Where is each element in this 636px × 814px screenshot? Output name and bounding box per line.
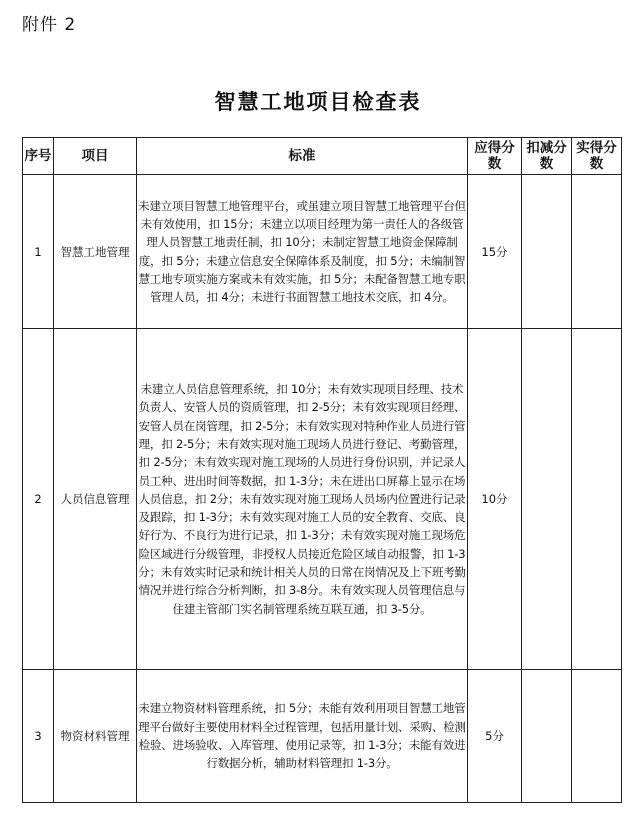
row-actual-score[interactable] xyxy=(572,670,622,803)
row-item: 智慧工地管理 xyxy=(54,175,137,329)
row-no: 1 xyxy=(23,175,54,329)
row-no: 3 xyxy=(23,670,54,803)
row-actual-score[interactable] xyxy=(572,329,622,670)
row-no: 2 xyxy=(23,329,54,670)
table-row xyxy=(23,175,622,329)
header-standard: 标准 xyxy=(137,138,468,175)
row-standard: 未建立项目智慧工地管理平台，或虽建立项目智慧工地管理平台但未有效使用，扣 15分；未建立以项目经理为第一责任人的各级管理人员智慧工地责任制，扣 10分；未制定智慧工地资金保障制度，扣 5分；未建立信息安全保障体系及制度，扣 5分；未编制智慧工地专项实施方案或未有效实施，扣 5分；未配备智慧工地专职管理人员，扣 4分；未进行书面智慧工地技术交底，扣 4分。 xyxy=(137,175,468,329)
header-actual-score: 实得分数 xyxy=(572,138,622,175)
row-actual-score[interactable] xyxy=(572,175,622,329)
inspection-table xyxy=(22,137,622,803)
row-deducted-score[interactable] xyxy=(522,175,572,329)
row-due-score: 10分 xyxy=(468,329,522,670)
row-deducted-score[interactable] xyxy=(522,670,572,803)
header-item: 项目 xyxy=(54,138,137,175)
row-item: 物资材料管理 xyxy=(54,670,137,803)
header-no: 序号 xyxy=(23,138,54,175)
row-deducted-score[interactable] xyxy=(522,329,572,670)
attachment-label: 附件 2 xyxy=(22,15,77,35)
table-header-row xyxy=(23,138,622,175)
header-due-score: 应得分数 xyxy=(468,138,522,175)
row-item: 人员信息管理 xyxy=(54,329,137,670)
row-due-score: 5分 xyxy=(468,670,522,803)
row-due-score: 15分 xyxy=(468,175,522,329)
header-deducted-score: 扣减分数 xyxy=(522,138,572,175)
row-standard: 未建立物资材料管理系统，扣 5分；未能有效利用项目智慧工地管理平台做好主要使用材料全过程管理，包括用量计划、采购、检测检验、进场验收、入库管理、使用记录等，扣 1-3分；未能有效进行数据分析，辅助材料管理扣 1-3分。 xyxy=(137,670,468,803)
document-title: 智慧工地项目检查表 xyxy=(214,90,422,114)
table-row xyxy=(23,329,622,670)
row-standard: 未建立人员信息管理系统，扣 10分；未有效实现项目经理、技术负责人、安管人员的资质管理，扣 2-5分；未有效实现项目经理、安管人员在岗管理，扣 2-5分；未有效实现对特种作业人员进行管理，扣 2-5分；未有效实现对施工现场人员进行登记、考勤管理，扣 2-5分；未有效实现对施工现场的人员进行身份识别，并记录人员工种、进出时间等数据，扣 1-3分；未在进出口屏幕上显示在场人员信息，扣 2分；未有效实现对施工现场人员场内位置进行记录及跟踪，扣 1-3分；未有效实现对施工人员的安全教育、交底、良好行为、不良行为进行记录，扣 1-3分；未有效实现对施工现场危险区域进行分级管理，非授权人员接近危险区域自动报警，扣 1-3分；未有效实时记录和统计相关人员的日常在岗情况及上下班考勤情况并进行综合分析判断，扣 3-8分。未有效实现人员管理信息与住建主管部门实名制管理系统互联互通，扣 3-5分。 xyxy=(137,329,468,670)
table-row xyxy=(23,670,622,803)
